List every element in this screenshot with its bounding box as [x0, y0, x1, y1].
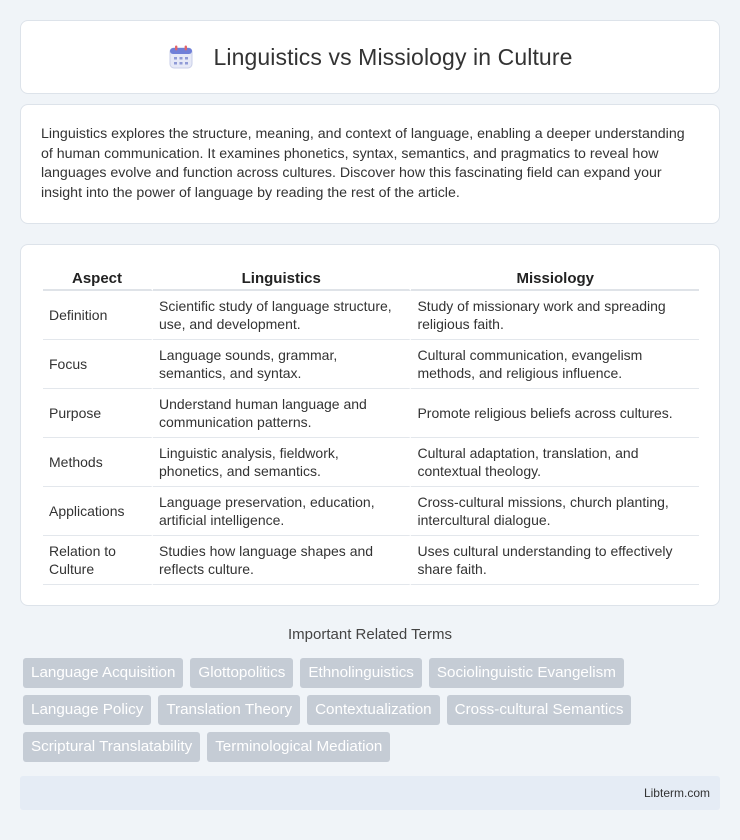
- intro-card: [20, 104, 720, 224]
- row-aspect: Definition: [43, 291, 153, 340]
- related-term-tag[interactable]: Cross-cultural Semantics: [447, 695, 632, 725]
- footer: [20, 776, 720, 810]
- header-missiology: Missiology: [411, 265, 699, 291]
- related-term-tag[interactable]: Language Acquisition: [23, 658, 183, 688]
- row-missiology: Uses cultural understanding to effectively share faith.: [411, 536, 699, 585]
- footer-site-link[interactable]: Libterm.com: [643, 786, 710, 800]
- comparison-table-card: [20, 244, 720, 606]
- row-missiology: Study of missionary work and spreading religious faith.: [411, 291, 699, 340]
- row-missiology: Cultural communication, evangelism methods, and religious influence.: [411, 340, 699, 389]
- table-row: [43, 487, 699, 536]
- row-linguistics: Scientific study of language structure, use, and development.: [153, 291, 411, 340]
- related-term-tag[interactable]: Glottopolitics: [190, 658, 293, 688]
- related-term-tag[interactable]: Contextualization: [307, 695, 440, 725]
- row-linguistics: Language preservation, education, artificial intelligence.: [153, 487, 411, 536]
- related-term-tag[interactable]: Scriptural Translatability: [23, 732, 200, 762]
- row-aspect: Relation to Culture: [43, 536, 153, 585]
- row-linguistics: Studies how language shapes and reflects culture.: [153, 536, 411, 585]
- table-row: [43, 340, 699, 389]
- header-linguistics: Linguistics: [153, 265, 411, 291]
- related-terms-title: Important Related Terms: [288, 626, 452, 643]
- row-missiology: Cultural adaptation, translation, and contextual theology.: [411, 438, 699, 487]
- row-linguistics: Linguistic analysis, fieldwork, phonetics, and semantics.: [153, 438, 411, 487]
- table-header-row: [43, 265, 699, 291]
- table-row: [43, 291, 699, 340]
- row-linguistics: Language sounds, grammar, semantics, and syntax.: [153, 340, 411, 389]
- header-aspect: Aspect: [43, 265, 153, 291]
- page-title: Linguistics vs Missiology in Culture: [213, 43, 573, 70]
- related-term-tag[interactable]: Ethnolinguistics: [300, 658, 422, 688]
- row-missiology: Promote religious beliefs across cultures.: [411, 389, 699, 438]
- related-term-tag[interactable]: Language Policy: [23, 695, 151, 725]
- intro-text: Linguistics explores the structure, meaning, and context of language, enabling a deeper understanding of human communication. It examines phonetics, syntax, semantics, and pragmatics to reveal how languages evolve and function across cultures. Discover how this fascinating field can expand your insight into the power of language by reading the rest of the article.: [41, 126, 685, 201]
- table-row: [43, 438, 699, 487]
- related-term-tag[interactable]: Translation Theory: [158, 695, 300, 725]
- row-linguistics: Understand human language and communication patterns.: [153, 389, 411, 438]
- related-term-tag[interactable]: Sociolinguistic Evangelism: [429, 658, 624, 688]
- row-aspect: Applications: [43, 487, 153, 536]
- table-row: [43, 536, 699, 585]
- comparison-table: [43, 265, 699, 585]
- row-aspect: Focus: [43, 340, 153, 389]
- related-terms-list: [23, 658, 723, 769]
- row-aspect: Purpose: [43, 389, 153, 438]
- row-aspect: Methods: [43, 438, 153, 487]
- header-card: [20, 20, 720, 94]
- related-term-tag[interactable]: Terminological Mediation: [207, 732, 390, 762]
- table-row: [43, 389, 699, 438]
- calendar-icon: [168, 44, 194, 70]
- row-missiology: Cross-cultural missions, church planting, intercultural dialogue.: [411, 487, 699, 536]
